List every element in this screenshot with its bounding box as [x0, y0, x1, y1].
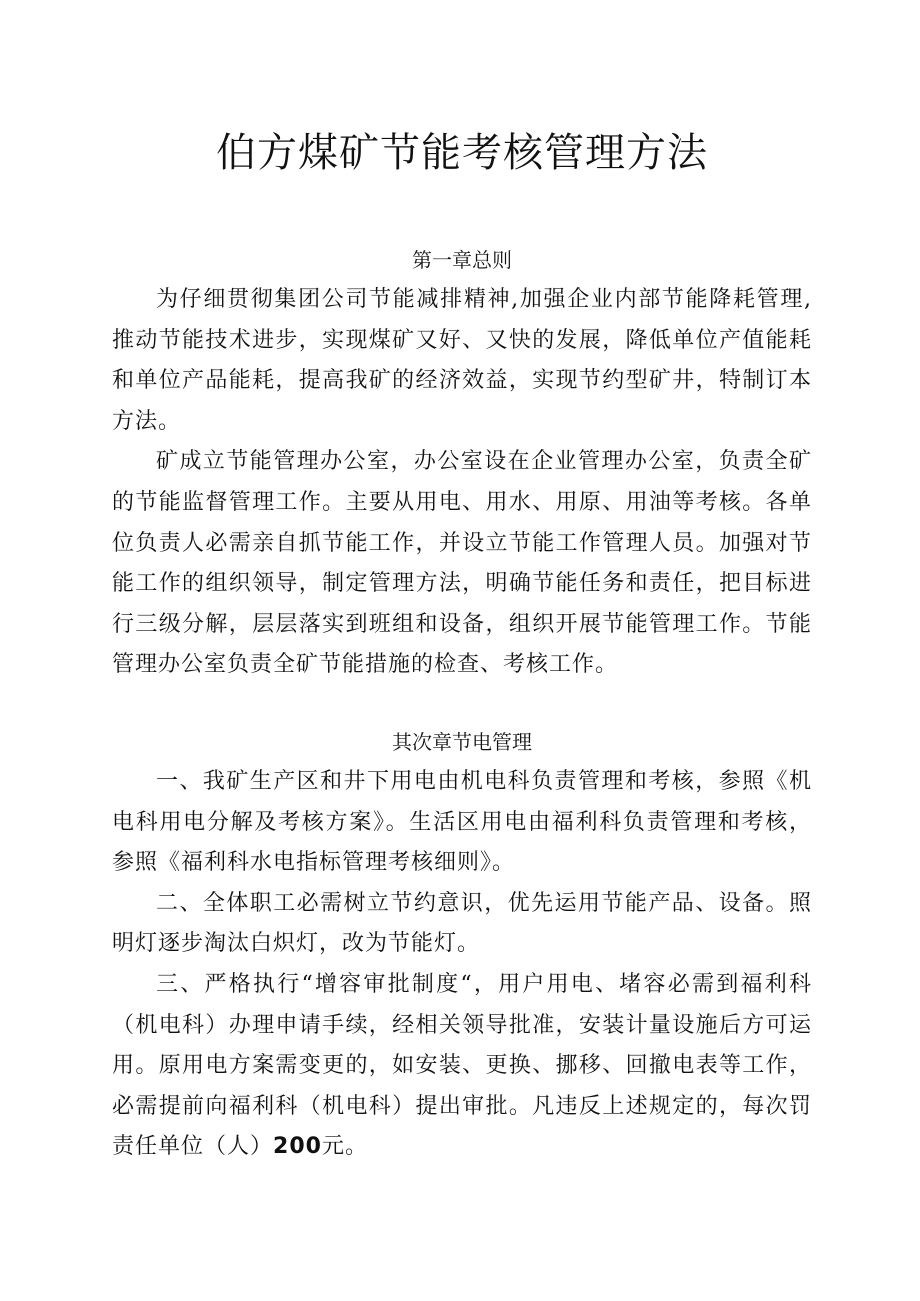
chapter-2-paragraph-2: 二、全体职工必需树立节约意识，优先运用节能产品、设备。照明灯逐步淘汰白炽灯，改为节能灯。 [112, 890, 812, 957]
chapter-2-paragraph-3 [112, 965, 812, 1168]
chapter-2-paragraph-1: 一、我矿生产区和井下用电由机电科负责管理和考核，参照《机电科用电分解及考核方案》。生活区用电由福利科负责管理和考核，参照《福利科水电指标管理考核细则》。 [112, 769, 812, 876]
chapter-2-paragraph-3-text: 三、严格执行“增容审批制度“，用户用电、堵容必需到福利科（机电科）办理申请手续，经相关领导批准，安装计量设施后方可运用。原用电方案需变更的，如安装、更换、挪移、回撤电表等工作，必需提前向福利科（机电科）提出审批。凡违反上述规定的，每次罚责任单位（人） [112, 971, 812, 1160]
document-title: 伯方煤矿节能考核管理方法 [216, 130, 708, 176]
fine-suffix: 元。 [321, 1134, 368, 1160]
chapter-1-heading: 第一章总则 [412, 248, 512, 272]
chapter-1 [112, 240, 812, 686]
chapter-2 [112, 722, 812, 1168]
fine-amount: 200 [273, 1134, 322, 1160]
chapter-2-heading: 其次章节电管理 [392, 730, 532, 754]
chapter-1-paragraph-2: 矿成立节能管理办公室，办公室设在企业管理办公室，负责全矿的节能监督管理工作。主要从用电、用水、用原、用油等考核。各单位负责人必需亲自抓节能工作，并设立节能工作管理人员。加强对节能工作的组织领导，制定管理方法，明确节能任务和责任，把目标进行三级分解，层层落实到班组和设备，组织开展节能管理工作。节能管理办公室负责全矿节能措施的检查、考核工作。 [112, 449, 812, 678]
chapter-1-paragraph-1: 为仔细贯彻集团公司节能减排精神,加强企业内部节能降耗管理,推动节能技术进步，实现煤矿又好、又快的发展，降低单位产值能耗和单位产品能耗，提高我矿的经济效益，实现节约型矿井，特制订本方法。 [112, 287, 812, 434]
